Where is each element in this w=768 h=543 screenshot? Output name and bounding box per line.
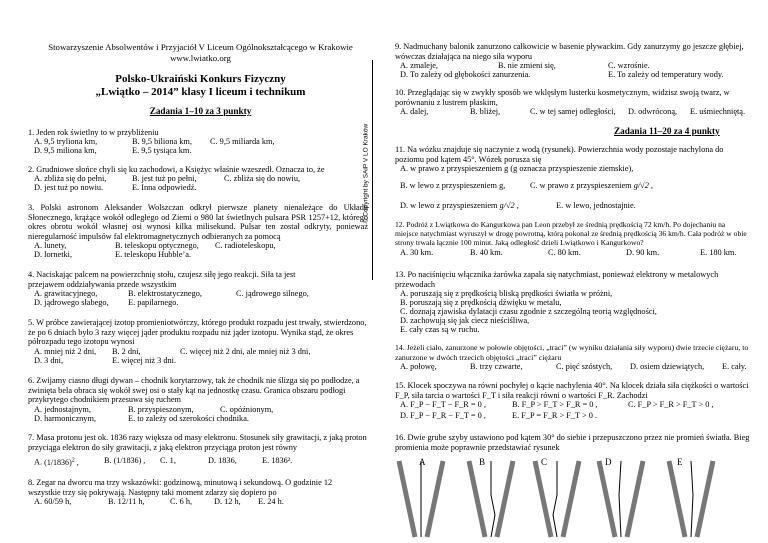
q16-figures: [395, 455, 755, 540]
glass-a-left: [399, 461, 415, 537]
q10-d: D. odwróconą,: [628, 107, 678, 116]
q9-b: B. nie zmieni się,: [498, 61, 556, 70]
ray-d: [619, 461, 621, 537]
q6-c: C. opóźnionym,: [220, 405, 274, 414]
q4-a: A. grawitacyjnego,: [34, 289, 98, 298]
q3-d: D. lornetki,: [34, 250, 73, 259]
glass-e-right: [697, 461, 713, 537]
q8-d: D. 12 h,: [214, 497, 241, 506]
glass-c-right: [563, 461, 579, 537]
q7-e: E. 1836².: [262, 456, 293, 465]
q2-d: D. jest tuż po nowiu.: [34, 183, 104, 192]
q2-e: E. Inna odpowiedź.: [132, 183, 197, 192]
q13-d: D. zachowują się jak ciecz nieściśliwa,: [400, 316, 530, 325]
q4-e: E. papilarnego.: [128, 298, 179, 307]
q14-text: 14. Jeżeli ciało, zanurzone w połowie objętości, „traci” (w wyniku działania siły wyporu) dwie trzecie ciężaru, to zanurzone w dwóch trzecich objętości „traci” ciężaru: [395, 343, 749, 362]
q8-b: B. 12/11 h,: [108, 497, 145, 506]
figure-c: [535, 457, 579, 537]
q7-b-frac: 1/1836: [116, 456, 139, 465]
figure-label-c: C: [541, 457, 548, 467]
q7-b: [104, 456, 145, 466]
q2-a: A. zbliża się do pełni,: [34, 174, 107, 183]
q7-c: C. 1,: [160, 456, 176, 465]
q15-d: D. F_P − F_R − F_T = 0 ,: [400, 411, 486, 420]
q6-e: E. to zależy od szerokości chodnika.: [128, 414, 249, 423]
q3-a: A. lunety,: [34, 241, 67, 250]
q1-text: 1. Jeden rok świetlny to w przybliżeniu: [28, 128, 159, 137]
q15-e: E. F_P = F_R > F_T > 0 .: [512, 411, 598, 420]
glass-b-right: [497, 461, 513, 537]
glass-d-right: [627, 461, 643, 537]
q14-a: A. połowę,: [400, 362, 437, 371]
q14-b: B. trzy czwarte,: [470, 362, 523, 371]
q5-d: D. 3 dni,: [34, 356, 64, 365]
q11-d-formula: g/√2: [499, 201, 515, 210]
q7-a-exp: 2: [71, 457, 75, 463]
q1-e: E. 9,5 tysiąca km.: [132, 146, 192, 155]
q11-c-formula: g/√2: [633, 181, 649, 190]
q6-b: B. przyspieszonym,: [128, 405, 194, 414]
q7-a-label: A.: [34, 457, 43, 467]
website-url[interactable]: www.lwiatko.org: [170, 53, 231, 63]
q15-b: B. F_P > F_T > F_R = 0 ,: [512, 400, 598, 409]
glass-a-right: [427, 461, 443, 537]
q10-text: 10. Przeglądając się w zwykły sposób we wklęsłym lusterku kosmetycznym, widzisz swoją twarz, w porównaniu z lustrem płaskim,: [395, 88, 730, 107]
figure-e: [669, 457, 713, 537]
q6-a: A. jednostajnym,: [34, 405, 91, 414]
q1-a: A. 9,5 tryliona km,: [34, 137, 98, 146]
q1-d: D. 9,5 miliona km,: [34, 146, 97, 155]
q13-text: 13. Po naciśnięciu włącznika żarówka zapala się natychmiast, ponieważ elektrony w metalowych przewodach: [395, 270, 719, 289]
q2-b: B. jest tuż po pełni,: [132, 174, 197, 183]
figure-label-e: E: [677, 457, 683, 467]
q4-text: 4. Naciskając palcem na powierzchnię stołu, czujesz siłę jego reakcji. Siła ta jest przejawem oddziaływania przede wszystkim: [28, 270, 296, 289]
q10-e: E. uśmiechniętą.: [690, 107, 746, 116]
q11-c: C. w prawo z przyspieszeniem g/√2 ,: [530, 181, 653, 190]
q12-e: E. 180 km.: [700, 248, 737, 257]
q4-c: C. jądrowego silnego,: [236, 289, 309, 298]
q3-b: B. teleskopu optycznego,: [115, 241, 199, 250]
figure-label-d: D: [605, 457, 612, 467]
q6-d: D. harmonicznym,: [34, 414, 96, 423]
q13-e: E. cały czas są w ruchu.: [400, 325, 480, 334]
q7-a: [34, 456, 79, 467]
q7-b-label: B.: [104, 456, 112, 465]
glass-e-left: [669, 461, 685, 537]
column-divider: [372, 60, 373, 280]
figure-label-b: B: [479, 457, 486, 467]
q5-e: E. więcej niż 3 dni.: [112, 356, 177, 365]
q9-d: D. To zależy od głębokości zanurzenia.: [400, 70, 531, 79]
q9-c: C. wzrośnie.: [608, 61, 650, 70]
glass-d-left: [599, 461, 615, 537]
q4-d: D. jądrowego słabego,: [34, 298, 109, 307]
q5-b: B. 2 dni,: [112, 347, 141, 356]
q2-c: C. zbliża się do nowiu,: [224, 174, 301, 183]
q12-text: 12. Podróż z Lwiątkowa do Kangurkowa pan Leon przebył ze średnią prędkością 72 km/h. Po dojechaniu na miejsce natychmiast wyruszył w drogę powrotną, którą pokonał ze średnią prędkością 36 km/h. Cała podróż w obie strony trwała łącznie 100 minut. Jaką odległość dzieli Lwiątkowo i Kangurkowo?: [395, 220, 747, 247]
ray-e: [691, 461, 693, 537]
figure-d: [599, 457, 643, 537]
q9-a: A. zmaleje,: [400, 61, 439, 70]
q14-e: E. cały.: [722, 362, 747, 371]
q14-d: D. osiem dziewiątych,: [630, 362, 705, 371]
q12-a: A. 30 km.: [400, 248, 434, 257]
q12-d: D. 90 km.: [626, 248, 660, 257]
q8-text: 8. Zegar na dworcu ma trzy wskazówki: godzinową, minutową i sekundową. O godzinie 12 wszystkie trzy się pokrywają. Następny taki moment zdarzy się dopiero po: [28, 478, 333, 497]
q7-text: 7. Masa protonu jest ok. 1836 razy większa od masy elektronu. Stosunek siły grawitacji, z jaką proton przyciąga elektron do siły grawitacji, z jaką elektron przyciąga proton jest równy: [28, 433, 367, 452]
q5-text: 5. W próbce zawierającej izotop promieniotwórczy, którego produkt rozpadu jest trwały, stwierdzono, że po 6 dniach było 3 razy więcej jąder produktu rozpadu niż jąder izotopu. Wynika stąd, że okres półrozpadu tego izotopu wynosi: [28, 318, 367, 347]
q11-c-label: C. w prawo z przyspieszeniem: [530, 181, 632, 190]
q7-d: D. 1836,: [208, 456, 237, 465]
q11-d: D. w lewo z przyspieszeniem g/√2 ,: [400, 201, 519, 210]
q11-a: A. w prawo z przyspieszeniem g (g oznacza przyspieszenie ziemskie),: [400, 164, 634, 173]
ray-c: [553, 461, 557, 537]
q16-text: 16. Dwie grube szyby ustawiono pod kątem 30° do siebie i przepuszczono przez nie promień światła. Bieg promienia może poprawnie przedstawiać rysunek: [395, 433, 750, 452]
q8-a: A. 60/59 h,: [34, 497, 72, 506]
q3-e: E. teleskopu Hubble’a.: [115, 250, 192, 259]
q1-b: B. 9,5 biliona km,: [132, 137, 192, 146]
ray-b: [491, 461, 495, 537]
q3-text: 3. Polski astronom Aleksander Wolszczan odkrył pierwsze planety nienależące do Układu Słonecznego, krążące wokół odległego od Ziemi o 980 lat świetlnych pulsara PSR 1257+12, którego okres obrotu wokół własnej osi wynosi kilka milisekund. Pulsar ten został odkryty, ponieważ nieregularność impulsów fal elektromagnetycznych odbieranych za pomocą: [28, 203, 368, 241]
q5-c: C. więcej niż 2 dni, ale mniej niż 3 dni,: [180, 347, 311, 356]
q4-b: B. elektrostatycznego,: [128, 289, 202, 298]
section-2-heading: Zadania 11–20 za 4 punkty: [614, 126, 720, 136]
q7-a-formula: $(1/1836)^2$ ,: [44, 457, 79, 467]
q13-a: A. poruszają się z prędkością bliską prędkości światła w próżni,: [400, 289, 613, 298]
q11-text: 11. Na wózku znajduje się naczynie z wodą (rysunek). Powierzchnia wody pozostaje nachylona do poziomu pod kątem 45°. Wózek porusza się: [395, 145, 724, 164]
q10-c: C. w tej samej odległości,: [530, 107, 616, 116]
q8-e: E. 24 h.: [258, 497, 284, 506]
q13-c: C. doznają zjawiska dylatacji czasu zgodnie z szczególną teorią względności,: [400, 307, 657, 316]
q11-d-label: D. w lewo z przyspieszeniem: [400, 201, 498, 210]
figure-label-a: A: [419, 457, 426, 467]
q7-b-formula: (1/1836) ,: [113, 456, 146, 465]
figure-b: [469, 457, 513, 537]
section-1-heading: Zadania 1–10 za 3 punkty: [149, 106, 252, 116]
figure-a: [399, 457, 443, 537]
copyright-vertical: © Copyright by SAiP V LO Kraków: [362, 123, 370, 224]
q6-text: 6. Zwijamy ciasno długi dywan – chodnik korytarzowy, tak że chodnik nie ślizga się po podłodze, a zwinięta bela obraca się wokół swej osi o stały kąt na jednostkę czasu. Granica obszaru podłogi przykrytego chodnikiem przesuwa się ruchem: [28, 376, 360, 405]
contest-subtitle: „Lwiątko – 2014” klasy I liceum i technikum: [95, 86, 306, 98]
q7-a-frac: 1/1836: [46, 457, 70, 467]
q11-e: E. w lewo, jednostajnie.: [556, 201, 636, 210]
glass-b-left: [469, 461, 485, 537]
q5-a: A. mniej niż 2 dni,: [34, 347, 97, 356]
q14-c: C. pięć szóstych,: [556, 362, 613, 371]
glass-c-left: [535, 461, 551, 537]
q9-text: 9. Nadmuchany balonik zanurzono całkowicie w basenie pływackim. Gdy zanurzymy go jeszcze głębiej, wówczas działająca na niego siła wyporu: [395, 42, 744, 61]
q10-b: B. bliżej,: [470, 107, 501, 116]
q11-b: B. w lewo z przyspieszeniem g,: [400, 181, 506, 190]
q15-text: 15. Klocek spoczywa na równi pochyłej o kącie nachylenia 40°. Na klocek działa siła ciężkości o wartości F_P, siła tarcia o wartości F_T i siła reakcji równi o wartości F_R. Zachodzi: [395, 381, 749, 400]
q13-b: B. poruszają się z prędkością dźwięku w metalu,: [400, 298, 562, 307]
q12-c: C. 80 km.: [548, 248, 581, 257]
q8-c: C. 6 h,: [170, 497, 193, 506]
q3-c: C. radioteleskopu,: [215, 241, 276, 250]
q9-e: E. To zależy od temperatury wody.: [608, 70, 724, 79]
q15-c: C. F_P > F_R > F_T > 0 ,: [628, 400, 714, 409]
q15-a: A. F_P − F_T − F_R = 0 ,: [400, 400, 486, 409]
q12-b: B. 40 km.: [470, 248, 503, 257]
q1-c: C. 9,5 miliarda km,: [210, 137, 275, 146]
q2-text: 2. Grudniowe słońce chyli się ku zachodowi, a Księżyc właśnie wzeszedł. Oznacza to, że: [28, 165, 325, 174]
contest-title: Polsko-Ukraiński Konkurs Fizyczny: [115, 73, 286, 85]
org-header: Stowarzyszenie Absolwentów i Przyjaciół V Liceum Ogólnokształcącego w Krakowie: [48, 42, 353, 52]
q10-a: A. dalej,: [400, 107, 429, 116]
